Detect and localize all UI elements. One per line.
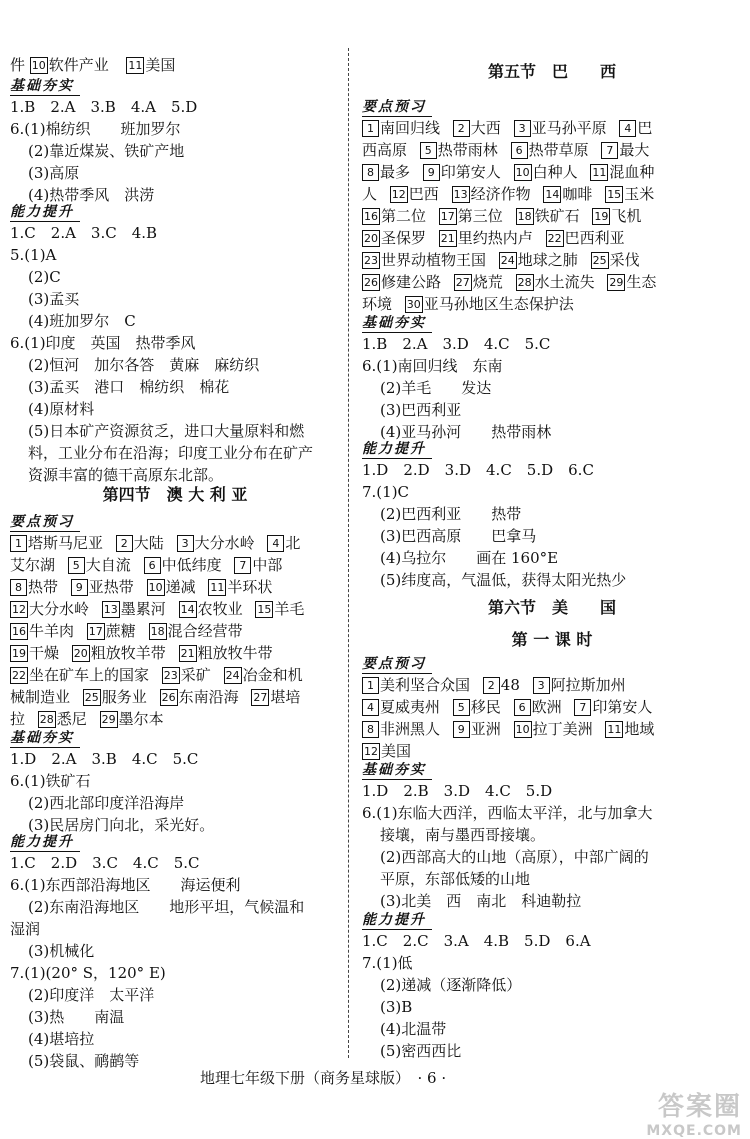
- section-heading: 能力提升: [10, 833, 80, 852]
- section-heading: 能力提升: [362, 911, 432, 930]
- watermark-logo: [646, 1086, 742, 1139]
- answer-line: (3)巴西利亚: [380, 401, 462, 419]
- key-points-row: 19 干燥 20 粗放牧羊带 21 粗放牧牛带: [12, 644, 273, 662]
- answer-line: 7.(1)(20° S，120° E): [10, 964, 166, 982]
- answer-line: 件 10 软件产业 11 美国: [10, 56, 176, 74]
- answer-line: (2)羊毛 发达: [380, 379, 492, 397]
- key-points-row: 22 坐在矿车上的国家 23 采矿 24 冶金和机: [12, 666, 303, 684]
- answer-line: (5)密西西比: [380, 1042, 462, 1060]
- answer-line: 6.(1)印度 英国 热带季风: [10, 334, 196, 352]
- answer-line: (4)亚马孙河 热带雨林: [380, 423, 552, 441]
- section-heading: 能力提升: [362, 440, 432, 459]
- section-title: 第五节 巴 西: [487, 62, 616, 81]
- answer-line: 1.B 2.A 3.B 4.A 5.D: [10, 98, 198, 116]
- item-number-box: 10: [31, 59, 46, 72]
- section-heading: 基础夯实: [10, 729, 80, 748]
- key-points-row: 8 非洲黑人 9 亚洲 10 拉丁美洲 11 地域: [362, 719, 654, 739]
- answer-line: (4)热带季风 洪涝: [28, 186, 155, 204]
- answer-line: 平原，东部低矮的山地: [380, 870, 531, 888]
- key-points-row: 西高原 5 热带雨林 6 热带草原 7 最大: [362, 141, 650, 159]
- answer-line: 6.(1)东西部沿海地区 海运便利: [10, 876, 241, 894]
- answer-line: 1.D 2.A 3.B 4.C 5.C: [10, 750, 199, 768]
- lesson-title: 第 一 课 时: [511, 630, 593, 649]
- key-points-row: 26 修建公路 27 烧荒 28 水土流失 29 生态: [364, 273, 657, 291]
- key-points-row: 12 大分水岭 13 墨累河 14 农牧业 15 羊毛: [12, 600, 305, 618]
- answer-line: (3)孟买: [28, 290, 80, 308]
- answer-line: (2)印度洋 太平洋: [28, 986, 155, 1004]
- section-heading: 要点预习: [362, 655, 432, 674]
- answer-line: (3)热 南温: [28, 1008, 125, 1026]
- answer-line: (3)孟买 港口 棉纺织 棉花: [28, 378, 230, 396]
- answer-line: (4)乌拉尔 画在 160°E: [380, 549, 559, 567]
- answer-line: 1.B 2.A 3.D 4.C 5.C: [362, 335, 551, 353]
- key-points-row: 环境 30 亚马孙地区生态保护法: [362, 295, 574, 313]
- answer-line: (2)恒河 加尔各答 黄麻 麻纺织: [28, 356, 260, 374]
- answer-line: (3)北美 西 南北 科迪勒拉: [380, 892, 582, 910]
- page-footer: 地理七年级下册（商务星球版） · 6 ·: [200, 1069, 447, 1087]
- section-title: 第四节 澳 大 利 亚: [102, 485, 248, 504]
- answer-line: (2)靠近煤炭、铁矿产地: [28, 142, 185, 160]
- key-points-row: 艾尔湖 5 大自流 6 中低纬度 7 中部: [10, 556, 283, 574]
- answer-line: 湿润: [10, 920, 41, 938]
- answer-line: 1.C 2.A 3.C 4.B: [10, 224, 158, 242]
- key-points-row: 1 美利坚合众国 2 48 3 阿拉斯加州: [362, 675, 626, 695]
- key-points-row: 1 塔斯马尼亚 2 大陆 3 大分水岭 4 北: [10, 533, 300, 553]
- column-divider: [348, 48, 349, 1058]
- section-heading: 能力提升: [10, 203, 80, 222]
- answer-line: 6.(1)棉纺织 班加罗尔: [10, 120, 181, 138]
- answer-line: (2)巴西利亚 热带: [380, 505, 522, 523]
- key-points-row: 1 南回归线 2 大西 3 亚马孙平原 4 巴: [362, 118, 652, 138]
- answer-line: (2)西部高大的山地（高原），中部广阔的: [380, 848, 649, 866]
- answer-line: (2)东南沿海地区 地形平坦，气候温和: [28, 898, 305, 916]
- section-heading: 要点预习: [10, 513, 80, 532]
- watermark-text: 答案圈: [657, 1092, 742, 1122]
- key-points-row: 12 美国: [364, 742, 412, 760]
- answer-line: 接壤，南与墨西哥接壤。: [380, 826, 546, 844]
- key-points-row: 4 夏威夷州 5 移民 6 欧洲 7 印第安人: [362, 697, 652, 717]
- answer-line: 1.C 2.C 3.A 4.B 5.D 6.A: [362, 932, 591, 950]
- answer-line: (3)巴西高原 巴拿马: [380, 527, 537, 545]
- answer-line: (4)北温带: [380, 1020, 447, 1038]
- key-points-row: 8 最多 9 印第安人 10 白种人 11 混血种: [362, 162, 654, 182]
- item-number-box: 11: [128, 59, 143, 72]
- answer-line: 料，工业分布在沿海；印度工业分布在矿产: [28, 444, 314, 462]
- watermark-url: MXQE.COM: [646, 1123, 742, 1139]
- answer-line: (2)C: [28, 268, 61, 286]
- answer-line: 6.(1)铁矿石: [10, 772, 91, 790]
- section-heading: 基础夯实: [10, 77, 80, 96]
- answer-line: (5)袋鼠、鸸鹋等: [28, 1052, 140, 1070]
- answer-line: 6.(1)南回归线 东南: [362, 357, 503, 375]
- answer-line: (4)原材料: [28, 400, 95, 418]
- answer-line: (5)纬度高，气温低，获得太阳光热少: [380, 571, 627, 589]
- key-points-row: 20 圣保罗 21 里约热内卢 22 巴西利亚: [364, 229, 625, 247]
- answer-line: (2)递减（逐渐降低）: [380, 976, 522, 994]
- key-points-row: 8 热带 9 亚热带 10 递减 11 半环状: [10, 577, 272, 597]
- answer-line: 7.(1)C: [362, 483, 410, 501]
- answer-line: (3)民居房门向北，采光好。: [28, 816, 215, 834]
- key-points-row: 23 世界动植物王国 24 地球之肺 25 采伐: [364, 251, 640, 269]
- section-heading: 基础夯实: [362, 761, 432, 780]
- answer-line: 1.D 2.B 3.D 4.C 5.D: [362, 782, 553, 800]
- answer-line: 7.(1)低: [362, 954, 413, 972]
- key-points-row: 16 第二位 17 第三位 18 铁矿石 19 飞机: [364, 207, 642, 225]
- answer-line: (4)班加罗尔 C: [28, 312, 136, 330]
- answer-line: (3)B: [380, 998, 413, 1016]
- key-points-row: 拉 28 悉尼 29 墨尔本: [10, 710, 164, 728]
- answer-line: 6.(1)东临大西洋，西临太平洋，北与加拿大: [362, 804, 653, 822]
- answer-line: (4)堪培拉: [28, 1030, 95, 1048]
- answer-line: 5.(1)A: [10, 246, 57, 264]
- answer-line: 1.D 2.D 3.D 4.C 5.D 6.C: [362, 461, 594, 479]
- answer-line: 资源丰富的德干高原东北部。: [28, 466, 224, 484]
- answer-line: (5)日本矿产资源贫乏，进口大量原料和燃: [28, 422, 305, 440]
- answer-line: (3)机械化: [28, 942, 95, 960]
- key-points-row: 16 牛羊肉 17 蔗糖 18 混合经营带: [12, 622, 243, 640]
- key-points-row: 人 12 巴西 13 经济作物 14 咖啡 15 玉米: [362, 185, 655, 203]
- section-heading: 基础夯实: [362, 314, 432, 333]
- section-heading: 要点预习: [362, 98, 432, 117]
- answer-line: (2)西北部印度洋沿海岸: [28, 794, 185, 812]
- section-title: 第六节 美 国: [487, 598, 616, 617]
- key-points-row: 械制造业 25 服务业 26 东南沿海 27 堪培: [10, 688, 301, 706]
- answer-line: 1.C 2.D 3.C 4.C 5.C: [10, 854, 200, 872]
- answer-line: (3)高原: [28, 164, 80, 182]
